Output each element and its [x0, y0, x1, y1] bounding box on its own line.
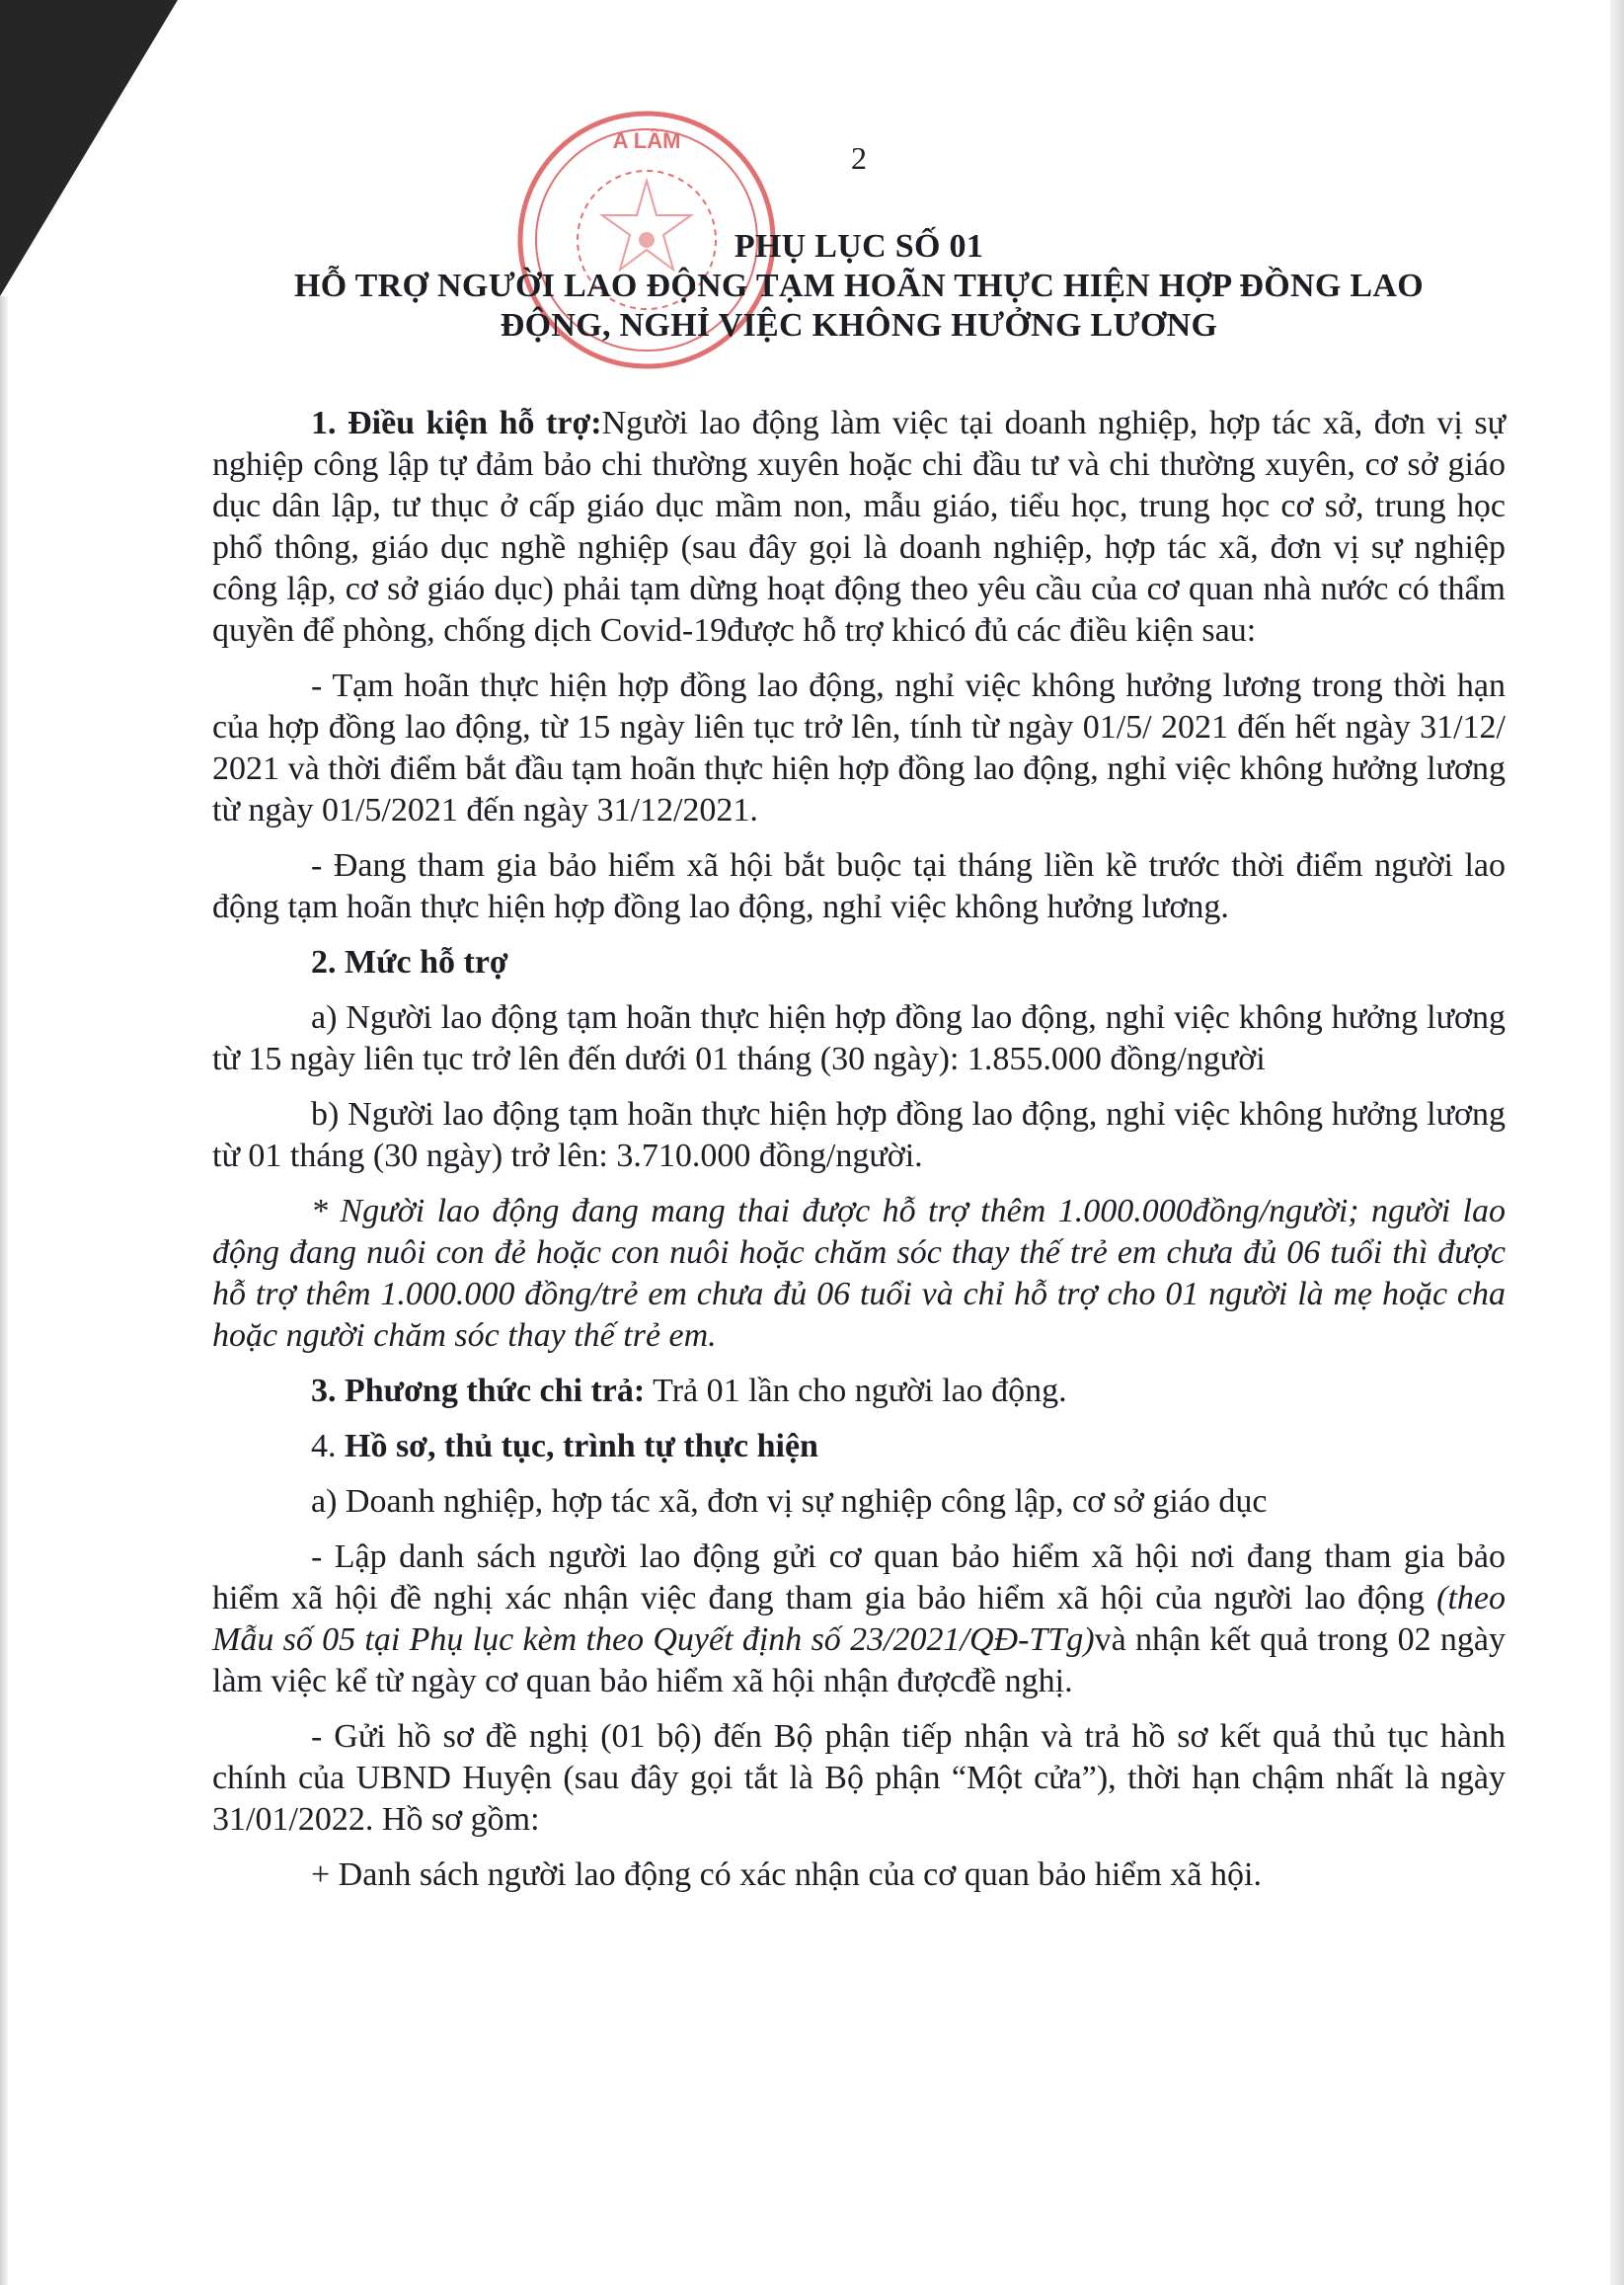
- section2-heading: 2. Mức hỗ trợ: [311, 944, 508, 981]
- appendix-title-block: [212, 227, 1506, 346]
- section3-heading: 3. Phương thức chi trả:: [311, 1373, 646, 1409]
- section2-item-a: a) Người lao động tạm hoãn thực hiện hợp đồng lao động, nghỉ việc không hưởng lương từ 15 ngày liên tục trở lên đến dưới 01 tháng (30 ngày): 1.855.000 đồng/người: [212, 999, 1506, 1077]
- section1-intro-text: Người lao động làm việc tại doanh nghiệp, hợp tác xã, đơn vị sự nghiệp công lập tự đảm bảo chi thường xuyên hoặc chi đầu tư và chi thường xuyên, cơ sở giáo dục dân lập, tư thục ở cấp giáo dục mầm non, mẫu giáo, tiểu học, trung học cơ sở, trung học phổ thông, giáo dục nghề nghiệp (sau đây gọi là doanh nghiệp, hợp tác xã, đơn vị sự nghiệp công lập, cơ sở giáo dục) phải tạm dừng hoạt động theo yêu cầu của cơ quan nhà nước có thẩm quyền để phòng, chống dịch Covid-19được hỗ trợ khicó đủ các điều kiện sau:: [212, 405, 1507, 649]
- section3-line: [212, 1371, 1506, 1412]
- scan-right-edge: [1610, 0, 1624, 2285]
- section1-intro: [212, 403, 1506, 652]
- section4-sub-a: a) Doanh nghiệp, hợp tác xã, đơn vị sự nghiệp công lập, cơ sở giáo dục: [311, 1483, 1268, 1520]
- section4-step1-part1: - Lập danh sách người lao động gửi cơ quan bảo hiểm xã hội nơi đang tham gia bảo hiểm xã hội đề nghị xác nhận việc đang tham gia bảo hiểm xã hội của người lao động: [212, 1538, 1506, 1616]
- section4-step2: - Gửi hồ sơ đề nghị (01 bộ) đến Bộ phận tiếp nhận và trả hồ sơ kết quả thủ tục hành chính của UBND Huyện (sau đây gọi tắt là Bộ phận “Một cửa”), thời hạn chậm nhất là ngày 31/01/2022. Hồ sơ gồm:: [212, 1718, 1506, 1838]
- appendix-title-line2: ĐỘNG, NGHỈ VIỆC KHÔNG HƯỞNG LƯƠNG: [500, 307, 1218, 344]
- section4-number: 4.: [311, 1428, 345, 1464]
- section1-condition2: - Đang tham gia bảo hiểm xã hội bắt buộc tại tháng liền kề trước thời điểm người lao động tạm hoãn thực hiện hợp đồng lao động, nghỉ việc không hưởng lương.: [212, 847, 1506, 925]
- scan-dark-corner: [0, 0, 178, 296]
- section4-heading: Hồ sơ, thủ tục, trình tự thực hiện: [345, 1428, 818, 1464]
- section1-condition1: - Tạm hoãn thực hiện hợp đồng lao động, nghỉ việc không hưởng lương trong thời hạn của hợp đồng lao động, từ 15 ngày liên tục trở lên, tính từ ngày 01/5/ 2021 đến hết ngày 31/12/ 2021 và thời điểm bắt đầu tạm hoãn thực hiện hợp đồng lao động, nghỉ việc không hưởng lương từ ngày 01/5/2021 đến ngày 31/12/2021.: [212, 668, 1506, 828]
- section4-step1-part2: và nhận kết quả trong 02 ngày làm việc kể từ ngày cơ quan bảo hiểm xã hội nhận đượcđề nghị.: [212, 1621, 1506, 1699]
- appendix-title-line1: HỖ TRỢ NGƯỜI LAO ĐỘNG TẠM HOÃN THỰC HIỆN HỢP ĐỒNG LAO: [294, 268, 1424, 304]
- section1-heading: 1. Điều kiện hỗ trợ:: [311, 405, 602, 441]
- section3-text: Trả 01 lần cho người lao động.: [645, 1373, 1067, 1409]
- page-number: 2: [851, 140, 867, 176]
- section2-item-b: b) Người lao động tạm hoãn thực hiện hợp đồng lao động, nghỉ việc không hưởng lương từ 01 tháng (30 ngày) trở lên: 3.710.000 đồng/người.: [212, 1096, 1506, 1174]
- section4-heading-line: [212, 1426, 1506, 1467]
- section4-doc1: + Danh sách người lao động có xác nhận của cơ quan bảo hiểm xã hội.: [311, 1856, 1262, 1893]
- section4-step1-reference: (theo Mẫu số 05 tại Phụ lục kèm theo Quyết định số 23/2021/QĐ-TTg): [212, 1580, 1506, 1658]
- seal-text: A LÂM: [612, 128, 681, 153]
- document-page: [212, 138, 1506, 1896]
- appendix-label: PHỤ LỤC SỐ 01: [734, 228, 984, 265]
- section2-note: * Người lao động đang mang thai được hỗ trợ thêm 1.000.000đồng/người; người lao động đang nuôi con đẻ hoặc con nuôi hoặc chăm sóc thay thế trẻ em chưa đủ 06 tuổi thì được hỗ trợ thêm 1.000.000 đồng/trẻ em chưa đủ 06 tuổi và chỉ hỗ trợ cho 01 người là mẹ hoặc cha hoặc người chăm sóc thay thế trẻ em.: [212, 1193, 1506, 1354]
- section4-step1: [212, 1536, 1506, 1702]
- scan-left-edge: [0, 296, 8, 2285]
